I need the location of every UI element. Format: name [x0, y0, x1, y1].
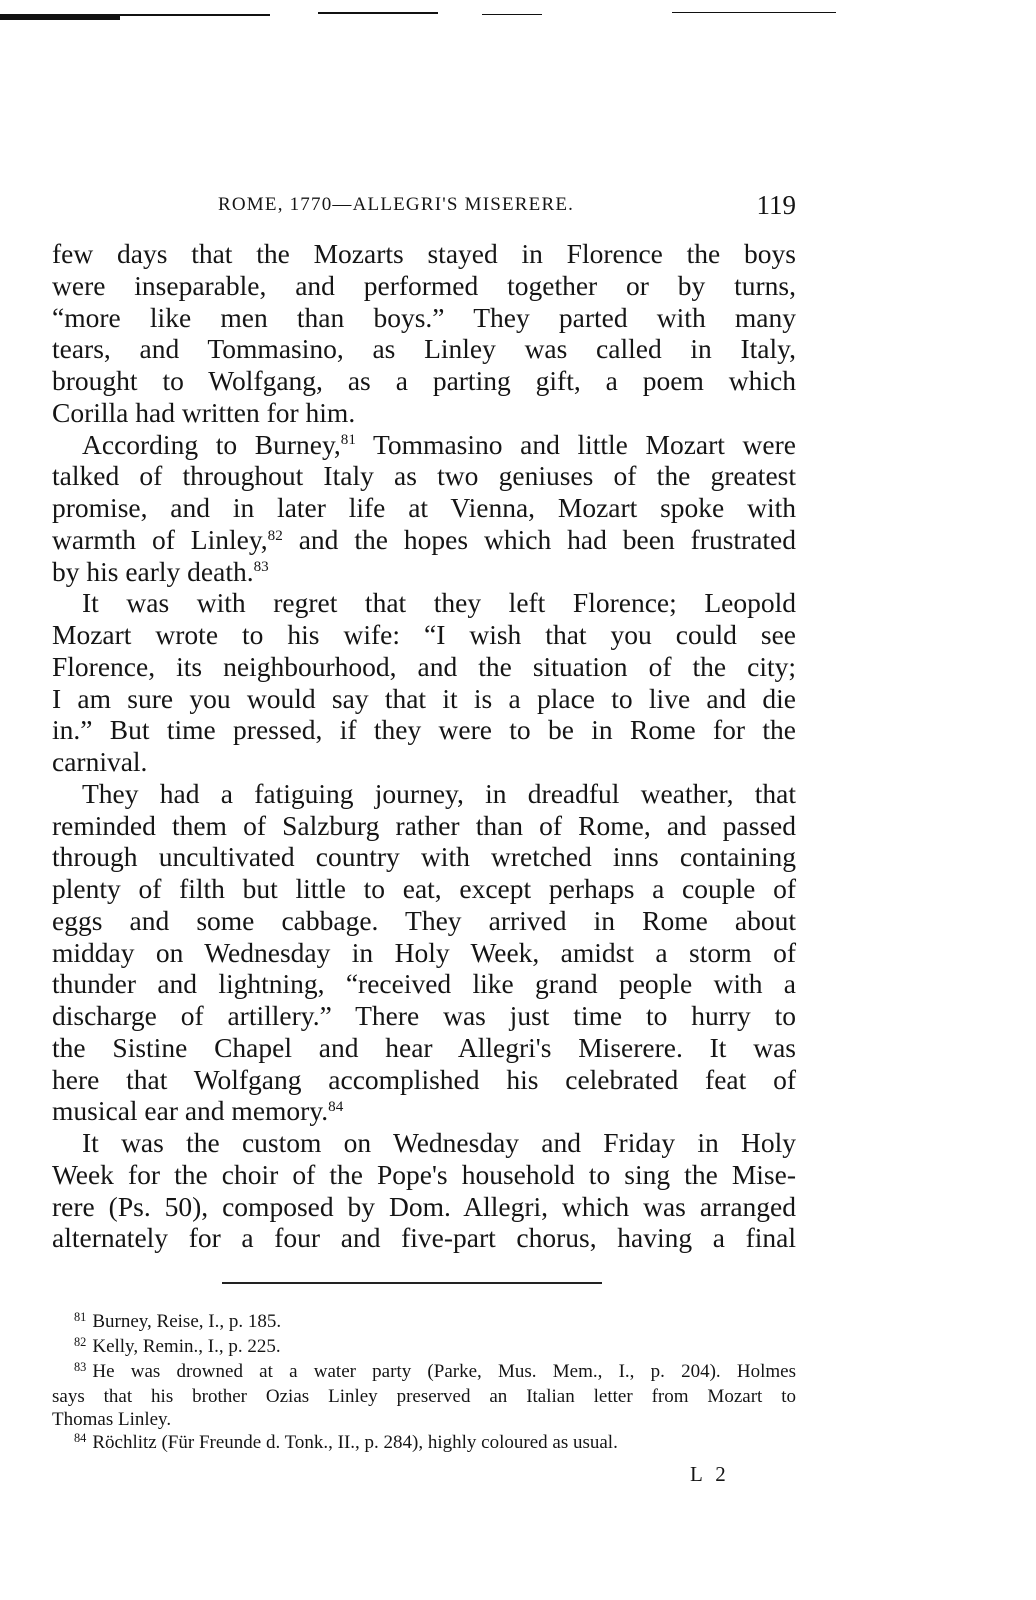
scan-artifact — [0, 14, 120, 20]
footnote-number: 81 — [74, 1310, 87, 1325]
footnote-text: says that his brother Ozias Linley preserved an Italian letter from Mozart to — [52, 1386, 796, 1407]
text-line — [52, 968, 796, 1000]
footnotes — [52, 1310, 796, 1456]
text-line — [52, 1032, 796, 1064]
footnote-text: He was drowned at a water party (Parke, Mus. Mem., I., p. 204). Holmes — [92, 1361, 796, 1382]
footnote-ref[interactable]: 84 — [328, 1099, 344, 1116]
text-line — [52, 587, 796, 619]
text-line-content: alternately for a four and five-part chorus, having a final — [52, 1222, 796, 1254]
scan-artifact — [318, 12, 438, 14]
text-line — [52, 302, 796, 334]
text-line-content: were inseparable, and performed together or by turns, — [52, 269, 796, 301]
text-line — [52, 778, 796, 810]
scan-artifact — [482, 14, 542, 15]
footnote — [52, 1335, 796, 1360]
text-line — [52, 619, 796, 651]
footnote-rule — [222, 1282, 602, 1284]
text-line-content: plenty of filth but little to eat, except perhaps a couple of — [52, 873, 796, 904]
text-line — [52, 365, 796, 397]
footnote-text: Thomas Linley. — [52, 1409, 172, 1430]
text-line-content: It was with regret that they left Florence; Leopold — [82, 587, 796, 619]
text-line-content: They had a fatiguing journey, in dreadful weather, that — [82, 777, 796, 809]
signature-mark: L 2 — [690, 1462, 730, 1486]
text-line — [52, 397, 796, 429]
text-line-content: I am sure you would say that it is a place to live and die — [52, 682, 796, 714]
text-line-content: It was the custom on Wednesday and Friday in Holy — [82, 1127, 796, 1158]
text-line — [52, 873, 796, 905]
text-line — [52, 937, 796, 969]
text-line-content: by his early death. — [52, 555, 254, 587]
text-line-content: the Sistine Chapel and hear Allegri's Miserere. It was — [52, 1031, 796, 1063]
footnote-number: 83 — [74, 1360, 87, 1375]
text-line-continuation: and the hopes which had been frustrated — [282, 523, 796, 555]
text-line-content: According to Burney, — [82, 428, 341, 460]
text-line-content: Mozart wrote to his wife: “I wish that you could see — [52, 619, 796, 650]
text-line — [52, 746, 796, 778]
text-line-content: rere (Ps. 50), composed by Dom. Allegri, which was arranged — [52, 1190, 796, 1222]
text-line-content: discharge of artillery.” There was just time to hurry to — [52, 1000, 796, 1031]
footnote-number: 84 — [74, 1431, 87, 1446]
text-line-content: reminded them of Salzburg rather than of Rome, and passed — [52, 809, 796, 841]
footnote-text: Kelly, Remin., I., p. 225. — [92, 1336, 281, 1357]
running-title: ROME, 1770—ALLEGRI'S MISERERE. — [218, 194, 575, 215]
text-line-content: tears, and Tommasino, as Linley was called in Italy, — [52, 333, 796, 365]
text-line — [52, 1095, 796, 1127]
footnote — [52, 1408, 796, 1431]
body-text — [52, 238, 796, 1254]
text-line-content: through uncultivated country with wretched inns containing — [52, 841, 796, 873]
text-line — [52, 1127, 796, 1159]
text-line-content: Week for the choir of the Pope's household to sing the Mise- — [52, 1158, 796, 1190]
text-line — [52, 492, 796, 524]
text-line — [52, 841, 796, 873]
text-line — [52, 905, 796, 937]
text-line — [52, 238, 796, 270]
text-line-content: “more like men than boys.” They parted with many — [52, 301, 796, 333]
text-line — [52, 333, 796, 365]
text-line-content: few days that the Mozarts stayed in Florence the boys — [52, 238, 796, 269]
text-line-content: warmth of Linley, — [52, 523, 268, 555]
footnote — [52, 1385, 796, 1408]
text-line — [52, 651, 796, 683]
page-number: 119 — [756, 190, 796, 220]
footnote-ref[interactable]: 82 — [267, 527, 283, 544]
text-line — [52, 429, 796, 461]
text-line — [52, 1064, 796, 1096]
text-line-content: in.” But time pressed, if they were to be in Rome for the — [52, 714, 796, 746]
text-line — [52, 460, 796, 492]
footnote-text: Burney, Reise, I., p. 185. — [92, 1311, 282, 1332]
footnote-number: 82 — [74, 1335, 87, 1350]
text-line — [52, 683, 796, 715]
text-line — [52, 524, 796, 556]
text-line-content: Corilla had written for him. — [52, 396, 356, 428]
text-line — [52, 556, 796, 588]
text-line — [52, 1159, 796, 1191]
text-line-content: musical ear and memory. — [52, 1095, 329, 1127]
text-line-content: Florence, its neighbourhood, and the situation of the city; — [52, 650, 796, 682]
footnote-ref[interactable]: 81 — [340, 432, 356, 449]
footnote-text: Röchlitz (Für Freunde d. Tonk., II., p. 284), highly coloured as usual. — [92, 1432, 618, 1453]
text-line-content: promise, and in later life at Vienna, Mozart spoke with — [52, 492, 796, 523]
text-line — [52, 1191, 796, 1223]
footnote — [52, 1360, 796, 1385]
text-line — [52, 1000, 796, 1032]
text-line-content: eggs and some cabbage. They arrived in Rome about — [52, 904, 796, 936]
text-line — [52, 1222, 796, 1254]
footnote — [52, 1431, 796, 1456]
text-line-content: midday on Wednesday in Holy Week, amidst a storm of — [52, 936, 796, 968]
page-header — [52, 186, 796, 226]
text-line — [52, 714, 796, 746]
text-line — [52, 270, 796, 302]
scan-artifact — [120, 14, 270, 16]
text-line-content: thunder and lightning, “received like grand people with a — [52, 968, 796, 1000]
text-line-content: carnival. — [52, 746, 148, 777]
scan-artifact — [672, 12, 836, 13]
text-line — [52, 810, 796, 842]
text-line-content: talked of throughout Italy as two geniuses of the greatest — [52, 460, 796, 492]
text-line-content: brought to Wolfgang, as a parting gift, a poem which — [52, 365, 796, 396]
text-line-continuation: Tommasino and little Mozart were — [355, 428, 796, 460]
footnote — [52, 1310, 796, 1335]
text-line-content: here that Wolfgang accomplished his celebrated feat of — [52, 1063, 796, 1095]
footnote-ref[interactable]: 83 — [253, 559, 269, 576]
